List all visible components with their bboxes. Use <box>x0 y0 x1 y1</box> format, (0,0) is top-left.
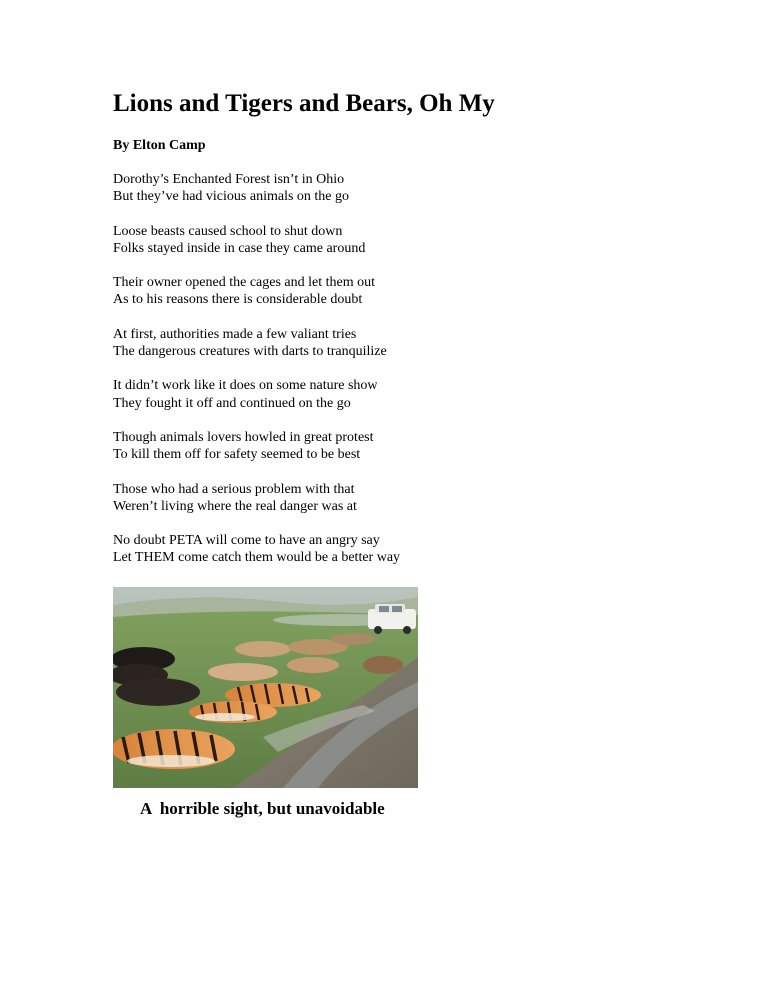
poem-line: Let THEM come catch them would be a better way <box>113 550 401 566</box>
poem-line: It didn’t work like it does on some nature show <box>113 378 378 394</box>
poem-line: To kill them off for safety seemed to be best <box>113 447 361 463</box>
poem-line: Those who had a serious problem with that <box>113 481 355 497</box>
photo-caption: A horrible sight, but unavoidable <box>140 799 385 818</box>
poem-line: But they’ve had vicious animals on the go <box>113 189 350 205</box>
stanza <box>113 429 513 464</box>
poem-line: Dorothy’s Enchanted Forest isn’t in Ohio <box>113 172 345 187</box>
poem-line: Though animals lovers howled in great protest <box>113 429 374 445</box>
poem-line: The dangerous creatures with darts to tranquilize <box>113 344 387 360</box>
author-byline: By Elton Camp <box>113 138 206 153</box>
poem-title: Lions and Tigers and Bears, Oh My <box>113 90 495 117</box>
stanza <box>113 377 513 412</box>
dead-animals-photo <box>113 587 418 788</box>
poem-line: Their owner opened the cages and let them out <box>113 275 376 291</box>
stanza <box>113 223 513 258</box>
poem-line: No doubt PETA will come to have an angry say <box>113 533 380 549</box>
poem-body <box>113 171 513 584</box>
stanza <box>113 171 513 206</box>
poem-line: They fought it off and continued on the go <box>113 395 351 411</box>
stanza <box>113 481 513 516</box>
stanza <box>113 326 513 361</box>
stanza <box>113 532 513 567</box>
poem-line: Folks stayed inside in case they came around <box>113 240 366 256</box>
stanza <box>113 274 513 309</box>
poem-line: As to his reasons there is considerable doubt <box>113 292 363 308</box>
poem-line: At first, authorities made a few valiant tries <box>113 326 357 342</box>
poem-line: Weren’t living where the real danger was at <box>113 498 357 514</box>
poem-line: Loose beasts caused school to shut down <box>113 223 343 239</box>
